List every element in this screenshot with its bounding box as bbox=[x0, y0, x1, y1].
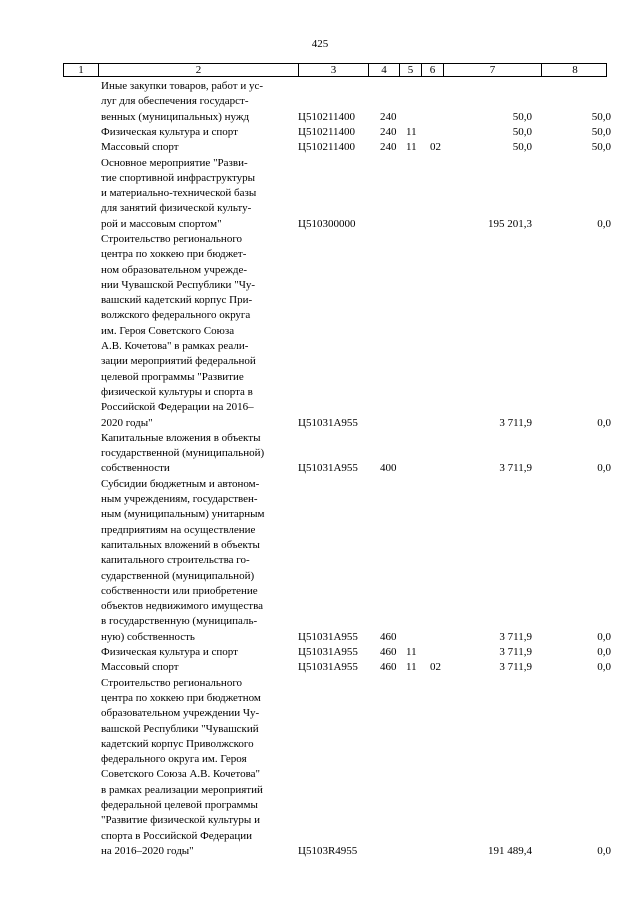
row-name-line: государственной (муниципальной) bbox=[101, 447, 265, 460]
table-row bbox=[0, 676, 640, 860]
row-name-line: Основное мероприятие "Разви- bbox=[101, 156, 248, 169]
row-col-8: 0,0 bbox=[597, 844, 611, 857]
row-name-line: предприятиям на осуществление bbox=[101, 523, 256, 536]
row-name bbox=[101, 232, 289, 431]
row-col-7: 3 711,9 bbox=[499, 416, 532, 429]
row-name-line: кадетский корпус Приволжского bbox=[101, 737, 254, 750]
table-row bbox=[0, 477, 640, 645]
row-name-line: Массовый спорт bbox=[101, 661, 179, 674]
row-code: Ц510300000 bbox=[298, 217, 356, 230]
row-name-line: Строительство регионального bbox=[101, 676, 243, 689]
row-code: Ц510211400 bbox=[298, 125, 356, 138]
row-col-5: 11 bbox=[406, 646, 417, 659]
header-col-5: 5 bbox=[399, 64, 421, 76]
row-col-8: 0,0 bbox=[597, 462, 611, 475]
row-name-line: Советского Союза А.В. Кочетова" bbox=[101, 768, 261, 781]
header-col-2: 2 bbox=[98, 64, 298, 76]
row-name-line: венных (муниципальных) нужд bbox=[101, 110, 250, 123]
row-name-line: Субсидии бюджетным и автоном- bbox=[101, 477, 260, 490]
header-col-1: 1 bbox=[78, 64, 84, 76]
header-col-4: 4 bbox=[368, 64, 399, 76]
row-name-line: ном образовательном учрежде- bbox=[101, 263, 248, 276]
row-col-8: 0,0 bbox=[597, 217, 611, 230]
header-col-3: 3 bbox=[298, 64, 368, 76]
row-name-line: рой и массовым спортом" bbox=[101, 217, 222, 230]
row-name-line: капитальных вложений в объекты bbox=[101, 538, 260, 551]
table-row bbox=[0, 125, 640, 140]
row-col-7: 50,0 bbox=[512, 110, 532, 123]
row-name-line: А.В. Кочетова" в рамках реали- bbox=[101, 340, 249, 353]
row-name-line: нии Чувашской Республики "Чу- bbox=[101, 278, 255, 291]
table-row bbox=[0, 79, 640, 125]
row-name-line: ным учреждениям, государствен- bbox=[101, 493, 258, 506]
row-col-4: 240 bbox=[380, 141, 397, 154]
row-name-line: в рамках реализации мероприятий bbox=[101, 783, 263, 796]
row-col-8: 50,0 bbox=[591, 110, 611, 123]
row-name-line: центра по хоккею при бюджет- bbox=[101, 248, 247, 261]
row-name-line: капитального строительства го- bbox=[101, 554, 250, 567]
row-col-7: 50,0 bbox=[512, 141, 532, 154]
row-name-line: образовательном учреждении Чу- bbox=[101, 707, 260, 720]
row-name-line: собственности bbox=[101, 462, 170, 475]
row-name-line: ным (муниципальным) унитарным bbox=[101, 508, 265, 521]
table-row bbox=[0, 156, 640, 233]
row-name bbox=[101, 431, 289, 477]
row-name-line: спорта в Российской Федерации bbox=[101, 829, 253, 842]
row-code: Ц51031A955 bbox=[298, 462, 358, 475]
row-name-line: федеральной целевой программы bbox=[101, 799, 258, 812]
row-code: Ц51031A955 bbox=[298, 416, 358, 429]
row-name-line: Капитальные вложения в объекты bbox=[101, 431, 261, 444]
row-col-8: 0,0 bbox=[597, 416, 611, 429]
header-col-7: 7 bbox=[443, 64, 541, 76]
row-col-7: 3 711,9 bbox=[499, 630, 532, 643]
row-name-line: им. Героя Советского Союза bbox=[101, 324, 235, 337]
row-name-line: луг для обеспечения государст- bbox=[101, 95, 249, 108]
table-row bbox=[0, 232, 640, 431]
row-code: Ц5103R4955 bbox=[298, 844, 358, 857]
page-number: 425 bbox=[311, 38, 329, 50]
row-col-4: 400 bbox=[380, 462, 397, 475]
row-name-line: волжского федерального округа bbox=[101, 309, 251, 322]
row-col-8: 0,0 bbox=[597, 646, 611, 659]
row-name-line: тие спортивной инфраструктуры bbox=[101, 171, 256, 184]
row-name-line: собственности или приобретение bbox=[101, 584, 258, 597]
row-col-4: 460 bbox=[380, 646, 397, 659]
row-name-line: Физическая культура и спорт bbox=[101, 125, 238, 138]
row-col-5: 11 bbox=[406, 661, 417, 674]
header-col-8: 8 bbox=[541, 64, 608, 76]
row-name-line: для занятий физической культу- bbox=[101, 202, 252, 215]
row-col-7: 195 201,3 bbox=[488, 217, 532, 230]
row-col-6: 02 bbox=[430, 661, 441, 674]
row-name-line: в государственную (муниципаль- bbox=[101, 615, 258, 628]
row-name-line: ную) собственность bbox=[101, 630, 195, 643]
row-name-line: центра по хоккею при бюджетном bbox=[101, 691, 261, 704]
row-col-8: 50,0 bbox=[591, 141, 611, 154]
row-name-line: Физическая культура и спорт bbox=[101, 646, 238, 659]
row-code: Ц510211400 bbox=[298, 110, 356, 123]
table-row bbox=[0, 660, 640, 675]
row-name-line: сударственной (муниципальной) bbox=[101, 569, 255, 582]
row-col-7: 3 711,9 bbox=[499, 661, 532, 674]
row-name bbox=[101, 156, 289, 232]
row-col-4: 240 bbox=[380, 110, 397, 123]
header-col-6: 6 bbox=[421, 64, 443, 76]
row-name-line: физической культуры и спорта в bbox=[101, 385, 253, 398]
row-name-line: вашский кадетский корпус При- bbox=[101, 294, 253, 307]
row-col-7: 50,0 bbox=[512, 125, 532, 138]
row-name-line: зации мероприятий федеральной bbox=[101, 355, 256, 368]
row-code: Ц51031A955 bbox=[298, 630, 358, 643]
row-name-line: вашской Республики "Чувашский bbox=[101, 722, 259, 735]
table-row bbox=[0, 431, 640, 477]
row-name-line: и материально-технической базы bbox=[101, 187, 257, 200]
row-name bbox=[101, 660, 289, 675]
row-col-8: 0,0 bbox=[597, 661, 611, 674]
row-name bbox=[101, 140, 289, 155]
row-col-4: 460 bbox=[380, 661, 397, 674]
row-col-5: 11 bbox=[406, 125, 417, 138]
row-name bbox=[101, 676, 289, 860]
row-code: Ц51031A955 bbox=[298, 646, 358, 659]
table-header bbox=[63, 63, 607, 77]
row-name-line: объектов недвижимого имущества bbox=[101, 600, 264, 613]
row-col-4: 240 bbox=[380, 125, 397, 138]
row-name-line: федерального округа им. Героя bbox=[101, 753, 247, 766]
row-name-line: "Развитие физической культуры и bbox=[101, 814, 260, 827]
row-col-7: 3 711,9 bbox=[499, 462, 532, 475]
row-name-line: целевой программы "Развитие bbox=[101, 370, 244, 383]
row-name-line: Массовый спорт bbox=[101, 141, 179, 154]
row-name bbox=[101, 125, 289, 140]
row-name-line: на 2016–2020 годы" bbox=[101, 844, 194, 857]
table-row bbox=[0, 140, 640, 155]
row-name-line: Строительство регионального bbox=[101, 233, 243, 245]
row-name bbox=[101, 477, 289, 645]
row-name-line: Иные закупки товаров, работ и ус- bbox=[101, 80, 263, 92]
table-row bbox=[0, 645, 640, 660]
row-col-4: 460 bbox=[380, 630, 397, 643]
row-col-5: 11 bbox=[406, 141, 417, 154]
row-col-8: 50,0 bbox=[591, 125, 611, 138]
row-name bbox=[101, 645, 289, 660]
row-col-7: 3 711,9 bbox=[499, 646, 532, 659]
row-col-7: 191 489,4 bbox=[488, 844, 532, 857]
row-code: Ц51031A955 bbox=[298, 661, 358, 674]
row-col-8: 0,0 bbox=[597, 630, 611, 643]
row-name-line: 2020 годы" bbox=[101, 416, 153, 429]
row-col-6: 02 bbox=[430, 141, 441, 154]
row-name bbox=[101, 79, 289, 125]
row-code: Ц510211400 bbox=[298, 141, 356, 154]
row-name-line: Российской Федерации на 2016– bbox=[101, 401, 254, 414]
